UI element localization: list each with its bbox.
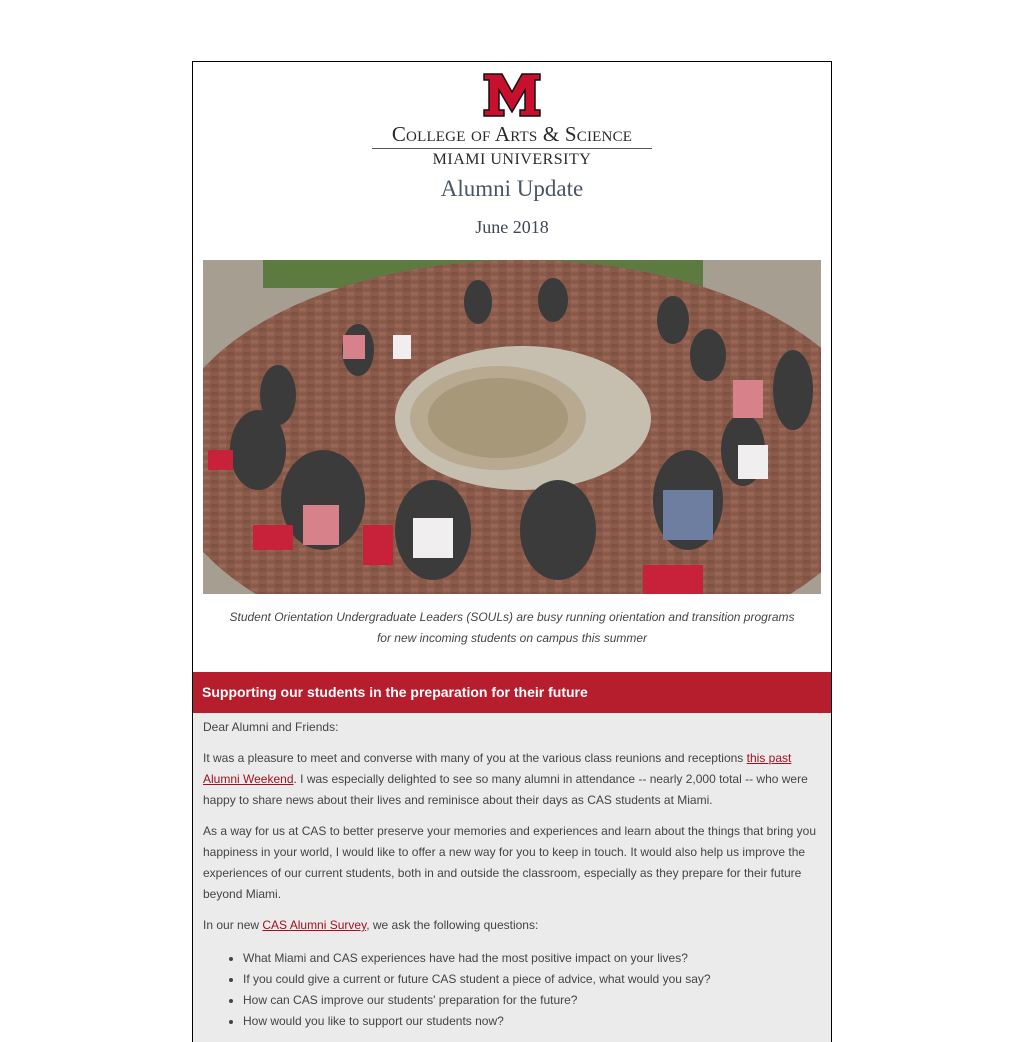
letter-content bbox=[203, 717, 821, 1032]
college-wordmark bbox=[372, 122, 652, 169]
alumni-survey-link[interactable]: CAS Alumni Survey bbox=[262, 918, 367, 932]
paragraph-1 bbox=[203, 748, 821, 811]
newsletter-title: Alumni Update bbox=[440, 176, 584, 201]
paragraph-3 bbox=[203, 915, 821, 936]
greeting: Dear Alumni and Friends: bbox=[203, 720, 339, 734]
section-heading: Supporting our students in the preparation for their future bbox=[202, 684, 588, 700]
paragraph-2: As a way for us at CAS to better preserve your memories and experiences and learn about the things that bring you happiness in your world, I would like to offer a new way for you to keep in touch. It would also help us improve the experiences of our current students, both in and outside the classroom, especially as they prepare for their future beyond Miami. bbox=[203, 824, 817, 901]
paragraph-3-text: In our new bbox=[203, 918, 263, 932]
college-name: College of Arts & Science bbox=[391, 122, 633, 146]
caption-line-1: Student Orientation Undergraduate Leaders (SOULs) are busy running orientation and transition programs bbox=[229, 610, 795, 624]
hero-photo bbox=[203, 260, 821, 594]
paragraph-3-text-end: , we ask the following questions: bbox=[366, 918, 539, 932]
section-banner bbox=[193, 672, 831, 713]
questions-list bbox=[203, 948, 821, 1032]
students-circle-photo bbox=[203, 260, 821, 594]
alumni-weekend-link[interactable]: this past Alumni Weekend bbox=[203, 751, 792, 786]
list-item: • How can CAS improve our students' preparation for the future? bbox=[243, 990, 821, 1011]
university-name: MIAMI UNIVERSITY bbox=[432, 151, 592, 168]
newsletter-frame bbox=[192, 61, 832, 1042]
miami-logo bbox=[193, 72, 831, 118]
list-item: • How would you like to support our students now? bbox=[243, 1011, 821, 1032]
wordmark-divider bbox=[372, 148, 652, 149]
list-item: • If you could give a current or future CAS student a piece of advice, what would you say? bbox=[243, 969, 821, 990]
paragraph-1-text-end: . I was especially delighted to see so many alumni in attendance -- nearly 2,000 total -- who were happy to share news about their lives and reminisce about their days as CAS students at Miami. bbox=[203, 772, 808, 807]
newsletter-date: June 2018 bbox=[475, 217, 549, 237]
paragraph-1-text: It was a pleasure to meet and converse with many of you at the various class reunions and receptions bbox=[203, 751, 747, 765]
caption-line-2: for new incoming students on campus this summer bbox=[376, 631, 648, 645]
section-body bbox=[193, 713, 831, 1042]
list-item: • What Miami and CAS experiences have had the most positive impact on your lives? bbox=[243, 948, 821, 969]
miami-m-logo-icon bbox=[482, 72, 542, 118]
photo-caption bbox=[213, 607, 811, 649]
